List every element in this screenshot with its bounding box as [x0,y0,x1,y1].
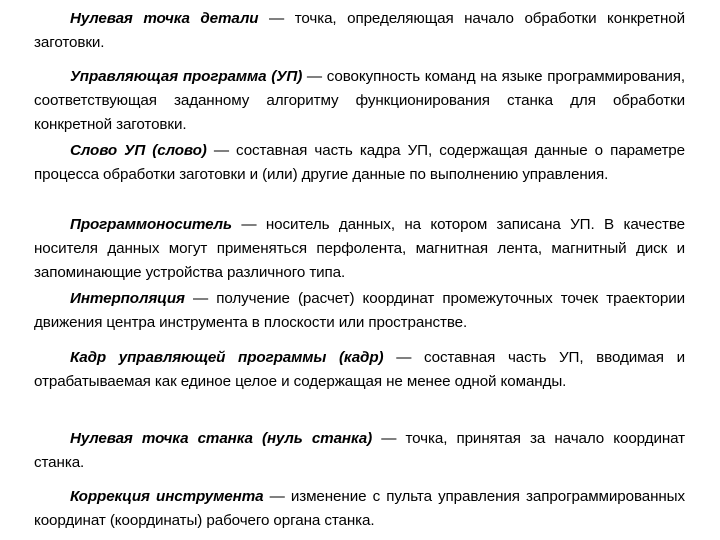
definition-text: — составная часть УП, вводимая и отрабатываемая как единое целое и содержащая не менее одной команды. [34,349,685,390]
definition-text: — совокупность команд на языке программирования, соответствующая заданному алгоритму функционирования станка для обработки конкретной заготовки. [34,68,686,133]
definition-text: — составная часть кадра УП, содержащая данные о параметре процесса обработки заготовки и (или) другие данные по выполнению управления. [34,142,686,183]
definition-term: Программоноситель [70,216,232,233]
definition-paragraph [34,287,685,335]
definition-paragraph [34,7,685,55]
definition-paragraph [34,213,685,285]
definition-paragraph [34,427,685,475]
definition-paragraph [34,485,685,533]
definition-term: Слово УП (слово) [70,142,207,159]
definition-term: Кадр управляющей программы (кадр) [70,349,384,366]
definition-term: Нулевая точка детали [70,10,259,27]
definition-paragraph [34,65,685,137]
definition-paragraph [34,346,685,394]
definition-text: — точка, принятая за начало координат станка. [34,430,685,471]
definition-term: Управляющая программа (УП) [70,68,303,85]
definition-text: — носитель данных, на котором записана УП. В качестве носителя данных могут применяться перфолента, магнитная лента, магнитный диск и запоминающие устройства различного типа. [34,216,685,281]
definition-term: Коррекция инструмента [70,488,264,505]
definition-term: Нулевая точка станка (нуль станка) [70,430,373,447]
definition-paragraph [34,139,685,187]
definition-text: — точка, определяющая начало обработки конкретной заготовки. [34,10,685,51]
definition-term: Интерполяция [70,290,185,307]
definition-text: — изменение с пульта управления запрограммированных координат (координаты) рабочего органа станка. [34,488,685,529]
definition-text: — получение (расчет) координат промежуточных точек траектории движения центра инструмента в плоскости или пространстве. [34,290,685,331]
